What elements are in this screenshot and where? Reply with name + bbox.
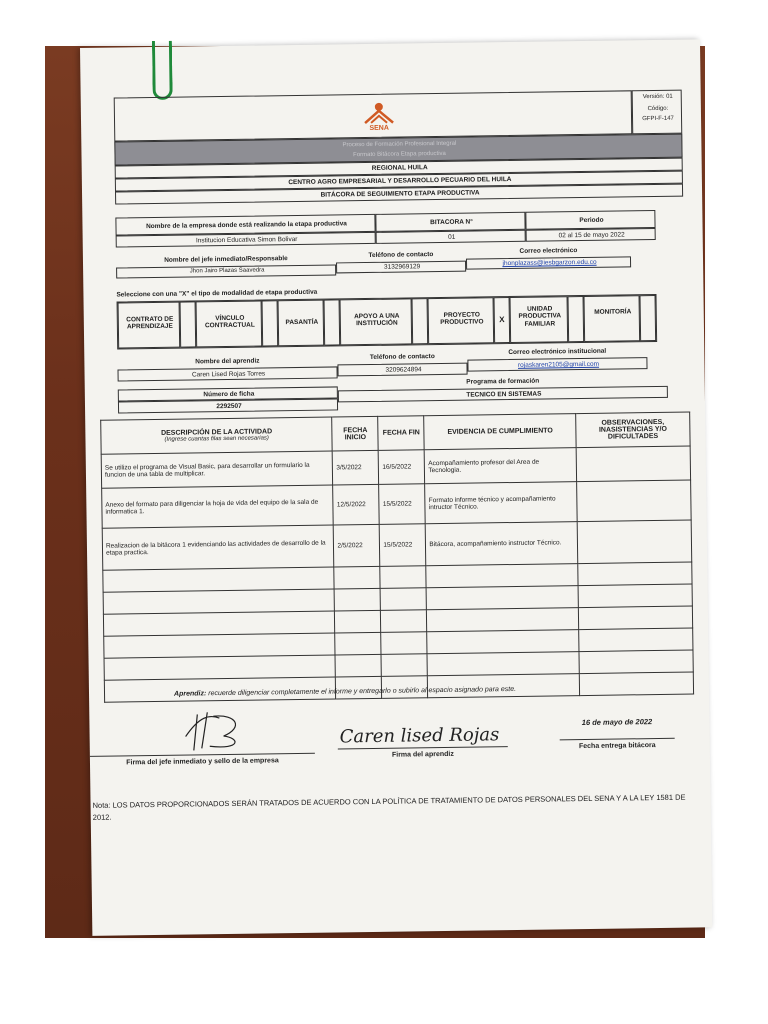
boss-value: Jhon Jairo Plazas Saavedra (189, 267, 265, 275)
student-email-cell (467, 357, 647, 372)
mark-box-monitoria (640, 295, 657, 341)
bitacora-number: 01 (448, 233, 456, 241)
modality-options-row (117, 294, 658, 350)
student-value: Caren Lised Rojas Torres (191, 370, 266, 379)
boss-signature-icon (179, 706, 250, 753)
mark-box-contrato (180, 301, 197, 347)
mark-box-unidad (568, 296, 585, 342)
bitacora-title: BITÁCORA DE SEGUIMIENTO ETAPA PRODUCTIVA (320, 189, 480, 199)
program-value: TECNICO EN SISTEMAS (466, 390, 542, 399)
boss-email-cell (466, 256, 631, 269)
period-value: 02 al 15 de mayo 2022 (558, 231, 625, 240)
bitacora-number-cell (376, 230, 526, 244)
option-apoyo-institucion: APOYO A UNA INSTITUCIÓN (340, 298, 413, 345)
student-signature: Caren lised Rojas (339, 724, 500, 748)
observations-header: OBSERVACIONES, INASISTENCIAS Y/O DIFICULTADES (576, 412, 690, 448)
boss-label: Nombre del jefe inmediato/Responsable (164, 255, 288, 264)
option-vinculo-contractual: VÍNCULO CONTRACTUAL (196, 300, 263, 347)
delivery-date-line (560, 738, 675, 741)
student-value-cell (117, 366, 337, 381)
student-email-label: Correo electrónico institucional (508, 347, 607, 357)
boss-phone-label: Teléfono de contacto (368, 251, 434, 259)
student-sign-label: Firma del aprendiz (391, 750, 454, 759)
code-value: GFPI-F-147 (642, 115, 674, 123)
paperclip (152, 41, 173, 100)
process-title: Proceso de Formación Profesional Integral (342, 140, 457, 149)
bitacora-number-label-cell (375, 212, 525, 232)
bitacora-number-label: BITACORA N° (430, 218, 473, 227)
activities-table (100, 412, 694, 703)
mark-box-proyecto (494, 297, 511, 343)
student-label: Nombre del aprendiz (195, 357, 260, 366)
program-label: Programa de formación (466, 377, 540, 386)
desc-header: DESCRIPCIÓN DE LA ACTIVIDAD (Ingrese cuantas filas sean necesarias) (101, 417, 333, 454)
version-cell (632, 90, 683, 135)
student-phone: 3209624894 (385, 366, 422, 374)
delivery-date-label: Fecha entrega bitácora (578, 742, 656, 751)
student-phone-cell (337, 363, 467, 377)
boss-email-label: Correo electrónico (519, 247, 578, 255)
program-value-cell (338, 386, 668, 403)
boss-sign-label: Firma del jefe inmediato y sello de la empresa (126, 757, 279, 767)
data-policy-note: Nota: LOS DATOS PROPORCIONADOS SERÁN TRATADOS DE ACUERDO CON LA POLÍTICA DE TRATAMIENTO DE DATOS PERSONALES DEL SENA Y A LA LEY 1581 DE 2012. (92, 792, 686, 822)
version-text: Versión: 01 (642, 93, 673, 101)
regional-text: REGIONAL HUILA (371, 164, 428, 172)
ficha-value: 2292507 (216, 402, 242, 411)
sena-logo-text: SENA (369, 124, 389, 132)
boss-phone-cell (336, 261, 466, 274)
student-email: rojaskaren2105@gmail.com (517, 360, 600, 369)
option-pasantia: PASANTÍA (278, 300, 325, 347)
option-unidad-productiva-familiar: UNIDAD PRODUCTIVA FAMILIAR (510, 296, 569, 343)
table-row: Anexo del formato para diligenciar la hoja de vida del equipo de la sala de informatica 1. 12/5/2022 15/5/2022 Formato informe técnico y acompañamiento intructor Técnico. (102, 480, 692, 528)
mark-box-apoyo (412, 298, 429, 344)
centro-text: CENTRO AGRO EMPRESARIAL Y DESARROLLO PECUARIO DEL HUILA (288, 175, 512, 187)
ficha-value-cell (118, 398, 338, 413)
code-label: Código: (647, 105, 669, 113)
reminder-bold: Aprendiz: (173, 690, 207, 698)
company-value: Institucion Educativa Simon Bolivar (195, 235, 298, 245)
table-row: Realizacion de la bitácora 1 evidenciando las actividades de desarrollo de la etapa practica. 2/5/2022 15/5/2022 Bitácora, acompañamiento instructor Técnico. (102, 520, 692, 570)
table-row: Se utilizo el programa de Visual Basic, para desarrollar un formulario la funcion de una tabla de multiplicar. 3/5/2022 16/5/2022 Acompañamiento profesor del Area de Tecnologia. (101, 446, 690, 488)
company-value-cell (116, 232, 376, 248)
ficha-label: Número de ficha (203, 390, 255, 399)
boss-phone: 3132969129 (383, 263, 421, 271)
option-contrato-aprendizaje: CONTRATO DE APRENDIZAJE (118, 302, 181, 349)
start-date-header: FECHA INICIO (332, 416, 378, 451)
period-value-cell (526, 228, 656, 242)
delivery-date-value: 16 de mayo de 2022 (581, 717, 653, 728)
end-date-header: FECHA FIN (378, 416, 424, 451)
mark-box-vinculo (262, 300, 279, 346)
boss-value-cell (116, 264, 336, 278)
mark-box-pasantia (324, 299, 341, 345)
period-label: Periodo (579, 216, 604, 225)
company-label: Nombre de la empresa donde está realizando la etapa productiva (146, 220, 347, 231)
evidence-header: EVIDENCIA DE CUMPLIMIENTO (424, 414, 576, 450)
option-monitoria: MONITORÍA (584, 295, 641, 342)
reminder-body: recuerde diligenciar completamente el informe y entregarlo o subirlo al espacio asignado para este. (208, 685, 517, 698)
period-label-cell (525, 210, 655, 230)
option-proyecto-productivo: PROYECTO PRODUCTIVO (428, 297, 495, 344)
modality-prompt: Seleccione con una "X" el tipo de modalidad de etapa productiva (116, 288, 318, 299)
bitacora-form-sheet (80, 39, 712, 936)
header-logo-cell (114, 90, 633, 141)
boss-email: jhonplazass@iesbgarzon.edu.co (502, 258, 597, 268)
format-title: Formato Bitácora Etapa productiva (353, 150, 446, 159)
student-phone-label: Teléfono de contacto (369, 353, 435, 361)
selected-mark: X (499, 315, 505, 325)
